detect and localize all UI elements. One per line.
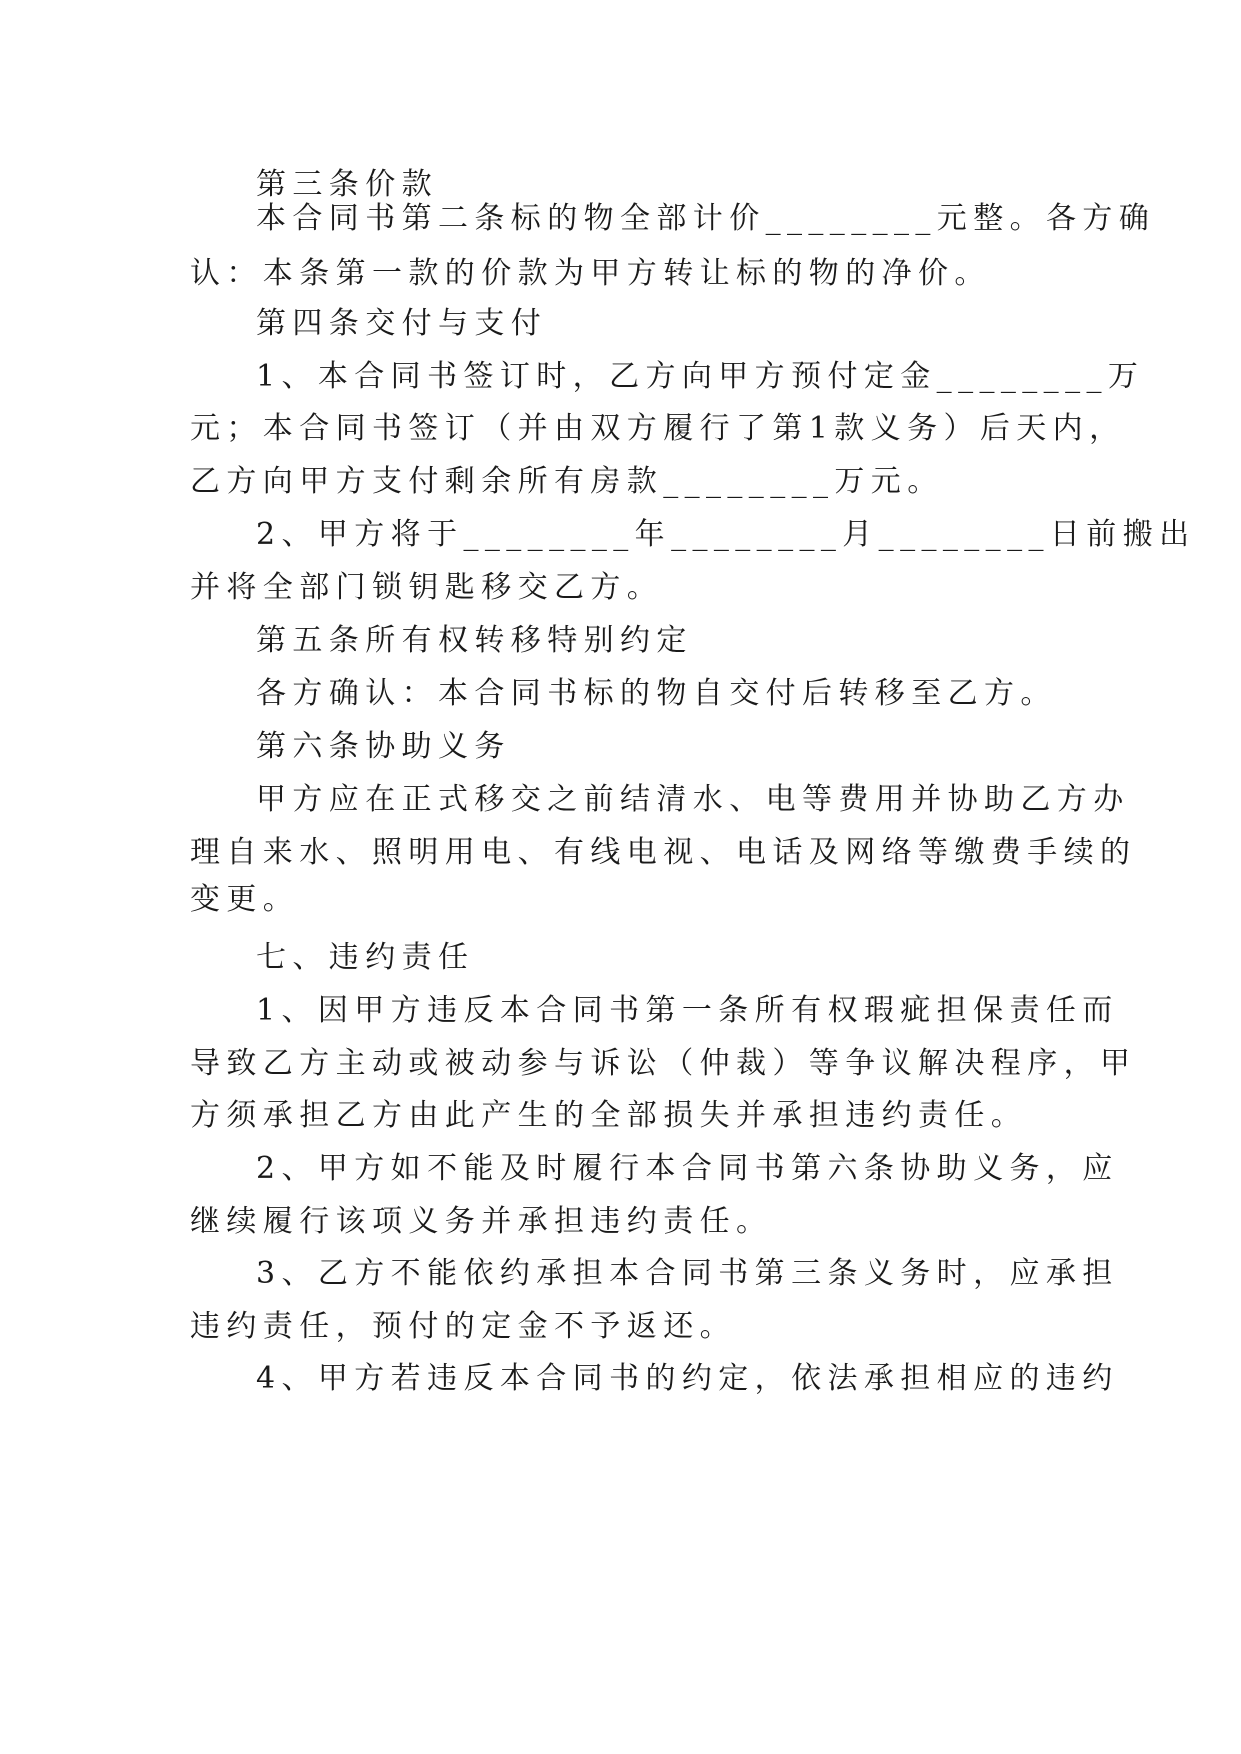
paragraph-line: 理自来水、照明用电、有线电视、电话及网络等缴费手续的	[190, 835, 1137, 870]
paragraph-line: 3、乙方不能依约承担本合同书第三条义务时，应承担	[256, 1256, 1119, 1291]
paragraph-line: 甲方应在正式移交之前结清水、电等费用并协助乙方办	[256, 782, 1130, 817]
paragraph-line: 1、因甲方违反本合同书第一条所有权瑕疵担保责任而	[256, 993, 1119, 1028]
paragraph-line: 并将全部门锁钥匙移交乙方。	[190, 570, 664, 605]
paragraph-line: 继续履行该项义务并承担违约责任。	[190, 1204, 773, 1239]
paragraph-line: 变更。	[190, 882, 300, 917]
article-6-heading: 第六条协助义务	[256, 729, 511, 764]
article-5-heading: 第五条所有权转移特别约定	[256, 623, 693, 658]
paragraph-line: 4、甲方若违反本合同书的约定，依法承担相应的违约	[256, 1361, 1119, 1396]
article-7-heading: 七、违约责任	[256, 940, 475, 975]
paragraph-line: 本合同书第二条标的物全部计价________元整。各方确	[256, 201, 1156, 236]
paragraph-line: 方须承担乙方由此产生的全部损失并承担违约责任。	[190, 1098, 1028, 1133]
paragraph-line: 1、本合同书签订时，乙方向甲方预付定金________万	[256, 359, 1145, 394]
paragraph-line: 2、甲方将于________年________月________日前搬出	[256, 517, 1196, 552]
paragraph-line: 违约责任，预付的定金不予返还。	[190, 1309, 736, 1344]
paragraph-line: 元；本合同书签订（并由双方履行了第1款义务）后天内，	[190, 411, 1126, 446]
paragraph-line: 各方确认：本合同书标的物自交付后转移至乙方。	[256, 676, 1057, 711]
paragraph-line: 导致乙方主动或被动参与诉讼（仲裁）等争议解决程序，甲	[190, 1046, 1137, 1081]
article-3-heading: 第三条价款	[256, 167, 438, 202]
paragraph-line: 认：本条第一款的价款为甲方转让标的物的净价。	[190, 256, 991, 291]
article-4-heading: 第四条交付与支付	[256, 306, 548, 341]
paragraph-line: 2、甲方如不能及时履行本合同书第六条协助义务，应	[256, 1151, 1119, 1186]
paragraph-line: 乙方向甲方支付剩余所有房款________万元。	[190, 464, 944, 499]
